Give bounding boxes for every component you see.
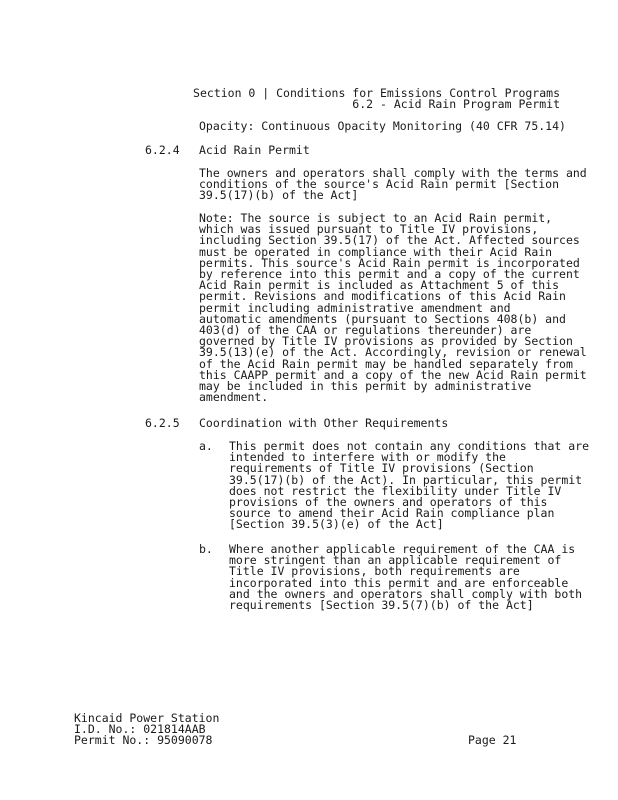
header-subsection-title: 6.2 - Acid Rain Program Permit (352, 97, 560, 112)
text-line: The owners and operators shall comply with the terms and (199, 166, 587, 180)
item-b-label: b. (199, 542, 213, 556)
text-line: Acid Rain permit is included as Attachment 5 of this (199, 278, 560, 293)
section-number-6-2-4: 6.2.4 (145, 143, 180, 157)
note-paragraph (199, 211, 587, 405)
text-line: this CAAPP permit and a copy of the new Acid Rain permit (199, 367, 587, 382)
page-footer (74, 713, 219, 747)
section-title-acid-rain-permit: Acid Rain Permit (199, 143, 310, 157)
text-line: which was issued pursuant to Title IV provisions, (199, 222, 539, 237)
text-line: requirements of Title IV provisions (Section (229, 461, 534, 476)
text-line: Where another applicable requirement of the CAA is (229, 542, 576, 556)
section-title-coordination: Coordination with Other Requirements (199, 416, 449, 430)
page-number: Page 21 (468, 733, 517, 747)
text-line: 39.5(17)(b) of the Act] (199, 188, 359, 203)
section-number-6-2-5: 6.2.5 (145, 416, 180, 430)
text-line: and the owners and operators shall comply with both (229, 586, 583, 601)
item-b-body (229, 542, 583, 613)
text-line: permit including administrative amendment and (199, 300, 511, 315)
text-line: requirements [Section 39.5(7)(b) of the Act] (229, 598, 534, 613)
text-line: may be included in this permit by administrative (199, 379, 532, 394)
text-line: incorporated into this permit and are enforceable (229, 575, 569, 590)
compliance-paragraph (199, 166, 587, 203)
footer-id-number: I.D. No.: 021814AAB (74, 722, 206, 737)
text-line: 403(d) of the CAA or regulations thereunder) are (199, 323, 532, 338)
text-line: provisions of the owners and operators of this (229, 495, 548, 510)
text-line: amendment. (199, 390, 269, 405)
text-line: conditions of the source's Acid Rain permit [Section (199, 177, 560, 192)
text-line: intended to interfere with or modify the (229, 450, 506, 465)
opacity-monitoring-line: Opacity: Continuous Opacity Monitoring (40 CFR 75.14) (199, 119, 566, 133)
text-line: including Section 39.5(17) of the Act. Affected sources (199, 233, 580, 248)
text-line: source to amend their Acid Rain compliance plan (229, 506, 555, 521)
text-line: does not restrict the flexibility under Title IV (229, 483, 562, 498)
footer-station-name: Kincaid Power Station (74, 711, 220, 725)
text-line: governed by Title IV provisions as provided by Section (199, 334, 573, 349)
text-line: must be operated in compliance with their Acid Rain (199, 244, 553, 259)
text-line: 39.5(13)(e) of the Act. Accordingly, revision or renewal (199, 345, 587, 360)
item-a-label: a. (199, 439, 213, 453)
text-line: [Section 39.5(3)(e) of the Act] (229, 517, 444, 532)
text-line: permit. Revisions and modifications of this Acid Rain (199, 289, 566, 304)
text-line: more stringent than an applicable requirement of (229, 553, 562, 568)
text-line: 39.5(17)(b) of the Act). In particular, this permit (229, 472, 583, 487)
header-section-title: Section 0 | Conditions for Emissions Control Programs (193, 86, 560, 100)
footer-permit-number: Permit No.: 95090078 (74, 733, 213, 748)
text-line: permits. This source's Acid Rain permit is incorporated (199, 255, 580, 270)
text-line: This permit does not contain any conditions that are (229, 439, 590, 453)
text-line: automatic amendments (pursuant to Sections 408(b) and (199, 311, 566, 326)
text-line: Note: The source is subject to an Acid Rain permit, (199, 211, 553, 225)
page-header (160, 88, 560, 110)
text-line: of the Acid Rain permit may be handled separately from (199, 356, 573, 371)
text-line: by reference into this permit and a copy of the current (199, 267, 580, 282)
text-line: Title IV provisions, both requirements are (229, 564, 520, 579)
item-a-body (229, 439, 590, 532)
